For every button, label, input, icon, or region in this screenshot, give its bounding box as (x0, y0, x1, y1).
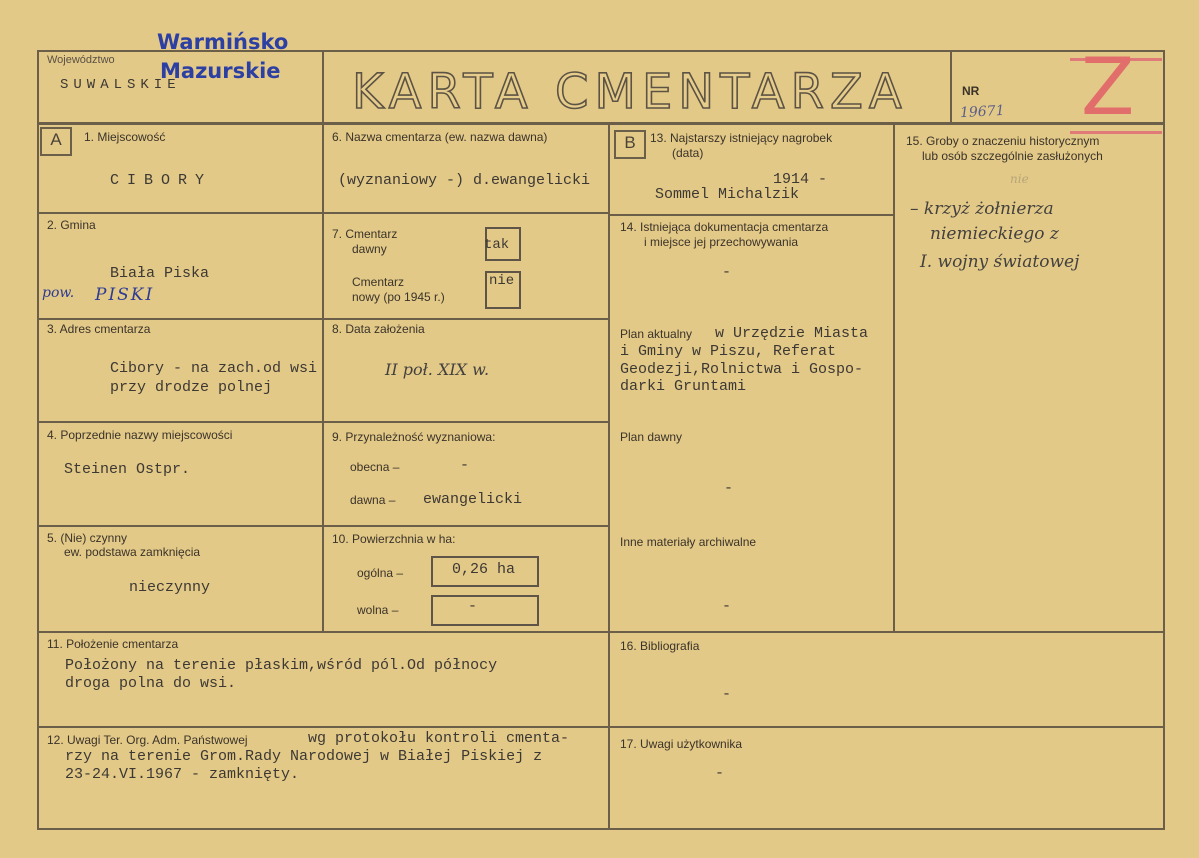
inne-value: - (722, 598, 732, 615)
field-14-label-line1: 14. Istniejąca dokumentacja cmentarza (620, 220, 829, 234)
header-divider-left (322, 50, 324, 124)
card-title: KARTA CMENTARZA (352, 64, 908, 120)
field-13-name: Sommel Michalzik (655, 186, 800, 203)
row-line-4 (37, 525, 610, 527)
plan-dawny-value: - (724, 480, 734, 497)
field-12-line3: 23-24.VI.1967 - zamknięty. (65, 766, 300, 783)
nr-value: 19671 (959, 102, 1005, 122)
field-9-obecna-label: obecna – (350, 460, 400, 474)
plan-aktualny-line4: darki Gruntami (620, 378, 747, 395)
field-7-nowy-line1: Cmentarz (352, 275, 405, 289)
field-2-label: 2. Gmina (47, 218, 96, 232)
field-7-nowy-line2: nowy (po 1945 r.) (352, 290, 445, 304)
field-11-line2: droga polna do wsi. (65, 675, 237, 692)
field-5-value: nieczynny (129, 579, 211, 596)
frame-left-line (37, 50, 39, 830)
field-9-label: 9. Przynależność wyznaniowa: (332, 430, 496, 444)
row-line-2 (37, 318, 610, 320)
field-12-label: 12. Uwagi Ter. Org. Adm. Państwowej (47, 733, 248, 747)
field-13-year: 1914 - (773, 171, 828, 188)
voivodeship-stamp-line2: Mazurskie (160, 59, 281, 83)
field-5-label-line2: ew. podstawa zamknięcia (64, 545, 201, 559)
col-divider-3 (893, 124, 895, 632)
field-17-label: 17. Uwagi użytkownika (620, 737, 743, 751)
field-15-line2: niemieckiego z (930, 224, 1059, 244)
field-10-ogolna-value: 0,26 ha (452, 561, 516, 578)
col-divider-2 (608, 124, 610, 828)
field-16-label: 16. Bibliografia (620, 639, 700, 653)
field-3-label: 3. Adres cmentarza (47, 322, 151, 336)
row-line-1 (37, 212, 610, 214)
field-15-faint: nie (1010, 172, 1029, 186)
field-4-value: Steinen Ostpr. (64, 461, 191, 478)
field-6-value: (wyznaniowy -) d.ewangelicki (338, 172, 591, 189)
field-9-dawna-label: dawna – (350, 493, 396, 507)
row-line-6 (37, 726, 1165, 728)
field-10-wolna-label: wolna – (357, 603, 399, 617)
field-8-value: II poł. XIX w. (385, 360, 490, 379)
field-10-label: 10. Powierzchnia w ha: (332, 532, 456, 546)
voivodeship-stamp-line1: Warmińsko (157, 30, 289, 54)
field-7-dawny-value: tak (484, 237, 510, 253)
field-13-label-line1: 13. Najstarszy istniejący nagrobek (650, 131, 833, 145)
field-17-value: - (715, 765, 725, 782)
field-15-line3: I. wojny światowej (920, 252, 1080, 272)
field-7-nowy-value: nie (489, 273, 515, 289)
inne-label: Inne materiały archiwalne (620, 535, 757, 549)
wolna-box (431, 595, 539, 626)
field-10-ogolna-label: ogólna – (357, 566, 404, 580)
plan-dawny-label: Plan dawny (620, 430, 683, 444)
field-16-value: - (722, 686, 732, 703)
wojewodztwo-label: Województwo (47, 54, 115, 66)
field-12-line2: rzy na terenie Grom.Rady Narodowej w Białej Piskiej z (65, 748, 543, 765)
corner-mark: Z (1081, 43, 1135, 133)
field-2-pow-value: PISKI (95, 285, 155, 305)
field-15-label-line2: lub osób szczególnie zasłużonych (922, 149, 1103, 163)
field-1-value: CIBORY (110, 172, 213, 189)
field-10-wolna-value: - (468, 598, 478, 615)
field-11-line1: Położony na terenie płaskim,wśród pól.Od północy (65, 657, 498, 674)
field-3-line1: Cibory - na zach.od wsi (110, 360, 318, 377)
field-14-value: - (722, 264, 732, 281)
header-divider (37, 122, 1165, 125)
field-5-label-line1: 5. (Nie) czynny (47, 531, 128, 545)
field-1-label: 1. Miejscowość (84, 130, 166, 144)
field-15-line1: – krzyż żołnierza (910, 199, 1054, 219)
row-line-b (610, 214, 895, 216)
field-4-label: 4. Poprzednie nazwy miejscowości (47, 428, 233, 442)
frame-right-line (1163, 50, 1165, 830)
row-line-3 (37, 421, 610, 423)
wojewodztwo-typed: SUWALSKIE (60, 77, 181, 93)
plan-aktualny-line3: Geodezji,Rolnictwa i Gospo- (620, 361, 864, 378)
field-14-label-line2: i miejsce jej przechowywania (644, 235, 799, 249)
plan-aktualny-label: Plan aktualny (620, 327, 693, 341)
field-9-obecna-value: - (460, 457, 470, 474)
row-line-5 (37, 631, 1165, 633)
field-3-line2: przy drodze polnej (110, 379, 273, 396)
field-7-label-line2: dawny (352, 242, 387, 256)
header-divider-right (950, 50, 952, 124)
field-7-label-line1: 7. Cmentarz (332, 227, 398, 241)
field-11-label: 11. Położenie cmentarza (47, 637, 179, 651)
field-12-line1: wg protokołu kontroli cmenta- (308, 730, 570, 747)
plan-aktualny-line2: i Gminy w Piszu, Referat (620, 343, 837, 360)
col-divider-1 (322, 124, 324, 632)
field-9-dawna-value: ewangelicki (423, 491, 523, 508)
plan-aktualny-line1: w Urzędzie Miasta (715, 325, 869, 342)
field-2-value: Biała Piska (110, 265, 210, 282)
field-13-label-line2: (data) (672, 146, 704, 160)
field-2-pow-prefix: pow. (42, 285, 75, 301)
field-6-label: 6. Nazwa cmentarza (ew. nazwa dawna) (332, 130, 548, 144)
field-8-label: 8. Data założenia (332, 322, 425, 336)
nr-label: NR (962, 84, 980, 98)
frame-bottom-line (37, 828, 1165, 830)
section-b-marker: B (614, 130, 646, 159)
section-a-marker: A (40, 127, 72, 156)
field-15-label-line1: 15. Groby o znaczeniu historycznym (906, 134, 1100, 148)
